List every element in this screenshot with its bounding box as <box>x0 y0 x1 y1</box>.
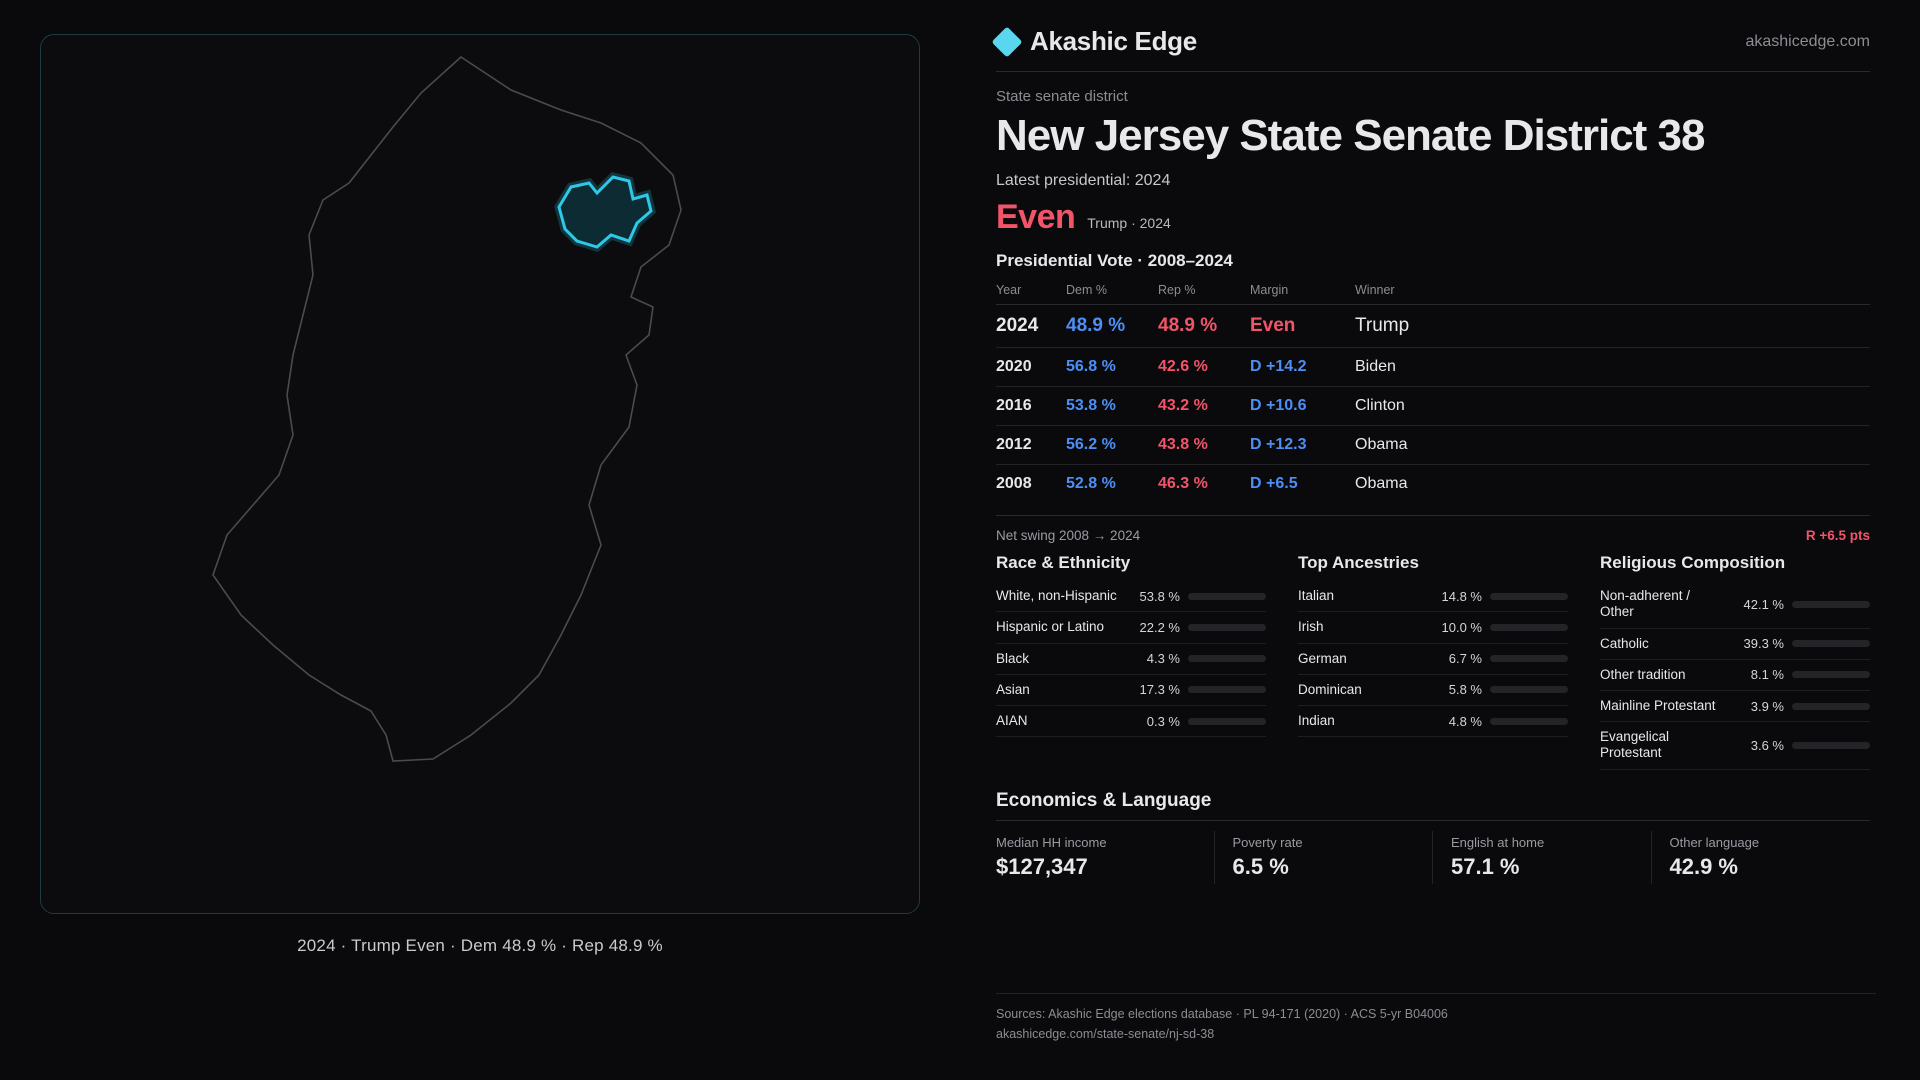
ancestry-label: German <box>1298 650 1347 666</box>
race-value: 0.3 % <box>1146 713 1180 729</box>
list-item <box>996 612 1266 643</box>
col-dem: Dem % <box>1066 283 1107 298</box>
district-highlight-path <box>559 177 651 247</box>
race-bar <box>1188 624 1266 631</box>
latest-presidential: Latest presidential: 2024 <box>996 172 1171 190</box>
presidential-vote-table <box>996 279 1870 503</box>
race-title: Race & Ethnicity <box>996 553 1131 573</box>
stat-card <box>1433 831 1652 884</box>
religion-value: 8.1 % <box>1750 667 1784 683</box>
cell-winner: Obama <box>1355 426 1870 465</box>
stat-card <box>1215 831 1434 884</box>
sources-text: Sources: Akashic Edge elections database · PL 94-171 (2020) · ACS 5-yr B04006 <box>996 1007 1448 1021</box>
religion-label: Mainline Protestant <box>1600 698 1716 714</box>
cell-dem: 53.8 % <box>1066 387 1158 426</box>
map-caption: 2024 · Trump Even · Dem 48.9 % · Rep 48.9 % <box>297 936 663 955</box>
race-bar <box>1188 718 1266 725</box>
religion-value: 39.3 % <box>1743 636 1784 652</box>
religion-bar <box>1792 640 1870 647</box>
ancestry-bar <box>1490 655 1568 662</box>
religion-label: Evangelical Protestant <box>1600 729 1670 761</box>
religion-title: Religious Composition <box>1600 553 1786 573</box>
economics-grid <box>996 820 1870 884</box>
stat-label: Poverty rate <box>1232 834 1303 850</box>
cell-year: 2008 <box>996 465 1066 504</box>
diamond-icon <box>991 26 1022 57</box>
list-item <box>1298 706 1568 737</box>
ancestry-value: 10.0 % <box>1441 620 1482 636</box>
brand-url: akashicedge.com <box>1745 32 1870 50</box>
page-title: New Jersey State Senate District 38 <box>996 111 1705 160</box>
cell-year: 2020 <box>996 348 1066 387</box>
headline-row <box>996 198 1870 237</box>
cell-winner: Biden <box>1355 348 1870 387</box>
ancestry-label: Dominican <box>1298 681 1362 697</box>
religion-value: 3.6 % <box>1750 737 1784 753</box>
economics-title: Economics & Language <box>996 789 1212 811</box>
cell-year: 2024 <box>996 305 1066 348</box>
cell-rep: 42.6 % <box>1158 348 1250 387</box>
table-row[interactable] <box>996 426 1870 465</box>
religion-bar <box>1792 671 1870 678</box>
list-item <box>996 644 1266 675</box>
religion-bar <box>1792 742 1870 749</box>
list-item <box>996 675 1266 706</box>
map-svg <box>41 35 920 914</box>
cell-margin: Even <box>1250 305 1355 348</box>
cell-winner: Trump <box>1355 305 1870 348</box>
ancestry-bar <box>1490 593 1568 600</box>
race-label: Black <box>996 650 1030 666</box>
stat-value: 42.9 % <box>1669 853 1738 879</box>
list-item <box>996 581 1266 612</box>
table-row[interactable] <box>996 305 1870 348</box>
cell-year: 2016 <box>996 387 1066 426</box>
net-swing-value: R +6.5 pts <box>1805 528 1870 544</box>
district-map[interactable] <box>40 34 920 914</box>
footer-link[interactable]: akashicedge.com/state-senate/nj-sd-38 <box>996 1027 1215 1041</box>
list-item <box>996 706 1266 737</box>
headline-subtext: Trump · 2024 <box>1087 215 1171 232</box>
state-outline-path <box>213 57 681 761</box>
race-bar <box>1188 686 1266 693</box>
col-rep: Rep % <box>1158 283 1196 298</box>
race-bar <box>1188 593 1266 600</box>
headline-margin: Even <box>996 198 1076 237</box>
ancestry-label: Italian <box>1298 588 1335 604</box>
race-value: 53.8 % <box>1139 588 1180 604</box>
cell-rep: 43.8 % <box>1158 426 1250 465</box>
religion-label: Catholic <box>1600 635 1649 651</box>
cell-margin: D +12.3 <box>1250 426 1355 465</box>
list-item <box>1600 722 1870 769</box>
ancestry-bar <box>1490 718 1568 725</box>
eyebrow-label: State senate district <box>996 88 1128 105</box>
stat-label: Other language <box>1669 834 1760 850</box>
race-label: Hispanic or Latino <box>996 619 1105 635</box>
race-bar <box>1188 655 1266 662</box>
net-swing-row <box>996 515 1870 543</box>
brand-bar <box>996 26 1870 72</box>
ancestry-value: 6.7 % <box>1448 651 1482 667</box>
ancestries-title: Top Ancestries <box>1298 553 1419 573</box>
list-item <box>1298 581 1568 612</box>
ancestry-bar <box>1490 624 1568 631</box>
stat-label: Median HH income <box>996 834 1107 850</box>
cell-margin: D +6.5 <box>1250 465 1355 504</box>
race-label: Asian <box>996 681 1030 697</box>
religion-value: 42.1 % <box>1743 596 1784 612</box>
ancestry-label: Indian <box>1298 713 1335 729</box>
race-label: AIAN <box>996 713 1028 729</box>
table-row[interactable] <box>996 465 1870 504</box>
cell-dem: 52.8 % <box>1066 465 1158 504</box>
table-row[interactable] <box>996 387 1870 426</box>
list-item <box>1298 675 1568 706</box>
net-swing-label: Net swing 2008 → 2024 <box>996 528 1141 544</box>
stat-value: 6.5 % <box>1232 853 1289 879</box>
stat-value: $127,347 <box>996 853 1088 879</box>
cell-year: 2012 <box>996 426 1066 465</box>
info-panel <box>960 0 1920 1080</box>
ancestry-value: 5.8 % <box>1448 682 1482 698</box>
list-item <box>1298 612 1568 643</box>
religion-label: Non-adherent / Other <box>1600 588 1691 620</box>
col-year: Year <box>996 283 1022 298</box>
col-margin: Margin <box>1250 283 1289 298</box>
brand-name: Akashic Edge <box>1030 26 1197 56</box>
cell-dem: 56.2 % <box>1066 426 1158 465</box>
stat-card <box>996 831 1215 884</box>
col-winner: Winner <box>1355 283 1395 298</box>
cell-rep: 43.2 % <box>1158 387 1250 426</box>
stat-label: English at home <box>1451 834 1545 850</box>
stat-card <box>1652 831 1871 884</box>
stat-value: 57.1 % <box>1451 853 1520 879</box>
cell-rep: 48.9 % <box>1158 305 1250 348</box>
list-item <box>1600 581 1870 628</box>
race-value: 22.2 % <box>1139 620 1180 636</box>
ancestry-value: 4.8 % <box>1448 713 1482 729</box>
cell-dem: 56.8 % <box>1066 348 1158 387</box>
demographics-grid <box>996 553 1870 769</box>
religion-bar <box>1792 601 1870 608</box>
race-ethnicity-column <box>996 553 1266 769</box>
cell-margin: D +10.6 <box>1250 387 1355 426</box>
table-row[interactable] <box>996 348 1870 387</box>
religion-label: Other tradition <box>1600 666 1686 682</box>
cell-rep: 46.3 % <box>1158 465 1250 504</box>
cell-winner: Obama <box>1355 465 1870 504</box>
list-item <box>1600 660 1870 691</box>
religious-composition-column <box>1600 553 1870 769</box>
list-item <box>1600 629 1870 660</box>
list-item <box>1600 691 1870 722</box>
brand-left <box>996 26 1197 57</box>
footer-sources <box>996 993 1876 1044</box>
ancestry-value: 14.8 % <box>1441 588 1482 604</box>
top-ancestries-column <box>1298 553 1568 769</box>
list-item <box>1298 644 1568 675</box>
cell-dem: 48.9 % <box>1066 305 1158 348</box>
cell-winner: Clinton <box>1355 387 1870 426</box>
religion-bar <box>1792 703 1870 710</box>
religion-value: 3.9 % <box>1750 698 1784 714</box>
vote-section-title: Presidential Vote · 2008–2024 <box>996 251 1233 271</box>
table-header-row <box>996 279 1870 305</box>
race-value: 4.3 % <box>1146 651 1180 667</box>
cell-margin: D +14.2 <box>1250 348 1355 387</box>
ancestry-label: Irish <box>1298 619 1324 635</box>
race-value: 17.3 % <box>1139 682 1180 698</box>
ancestry-bar <box>1490 686 1568 693</box>
race-label: White, non-Hispanic <box>996 588 1117 604</box>
